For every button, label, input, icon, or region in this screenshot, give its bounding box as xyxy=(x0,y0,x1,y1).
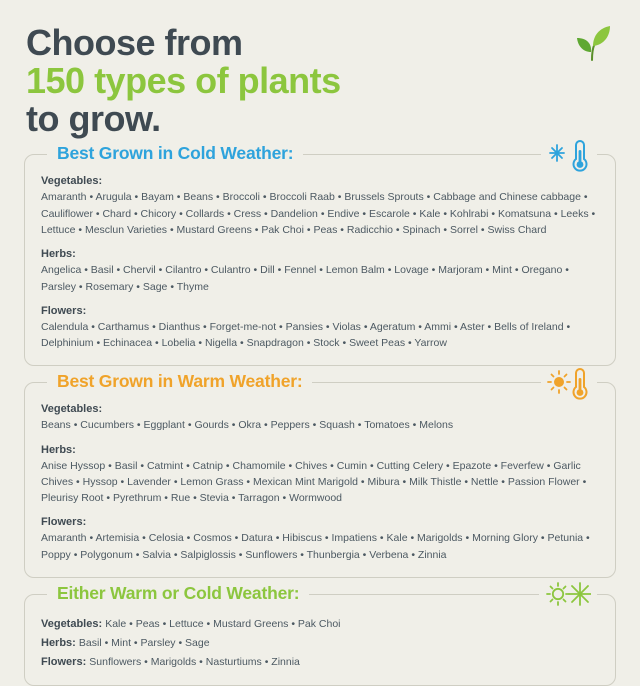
group-herbs-either xyxy=(41,634,599,653)
group-label: Vegetables: xyxy=(41,403,103,416)
group-herbs-cold xyxy=(41,248,599,295)
group-items: Anise Hyssop • Basil • Catmint • Catnip • Chamomile • Chives • Cumin • Cutting Celery • Epazote • Feverfew • Garlic Chives • Hyssop • Lavender • Lemon Grass • Mexican Mint Marigold • Mibura • Milk Thistle • Nettle • Passion Flower • Pleurisy Root • Pyrethrum • Rue • Stevia • Tarragon • Wormwood xyxy=(41,459,587,505)
page-title xyxy=(26,24,618,138)
group-items: Amaranth • Arugula • Bayam • Beans • Broccoli • Broccoli Raab • Brussels Sprouts • Cabbage and Chinese cabbage • Cauliflower • Chard • Chicory • Collards • Cress • Dandelion • Endive • Escarole • Kale • Kohlrabi • Komatsuna • Leeks • Lettuce • Mesclun Varieties • Mustard Greens • Pak Choi • Peas • Radicchio • Spinach • Sorrel • Swiss Chard xyxy=(41,191,596,236)
page-title-line1: Choose from xyxy=(26,22,243,63)
group-vegetables-either xyxy=(41,615,599,634)
leaf-logo xyxy=(572,22,612,62)
group-flowers-warm xyxy=(41,516,599,563)
group-label: Vegetables: xyxy=(41,175,103,188)
group-flowers-either xyxy=(41,653,599,672)
group-items: Basil • Mint • Parsley • Sage xyxy=(78,637,210,650)
group-items: Sunflowers • Marigolds • Nasturtiums • Zinnia xyxy=(89,656,300,669)
section-title-cold: Best Grown in Cold Weather: xyxy=(47,143,303,164)
group-label: Flowers: xyxy=(41,656,87,669)
group-items: Calendula • Carthamus • Dianthus • Forget-me-not • Pansies • Violas • Ageratum • Ammi • Aster • Bells of Ireland • Delphinium • Echinacea • Lobelia • Nigella • Snapdragon • Stock • Sweet Peas • Yarrow xyxy=(41,320,571,350)
group-items: Kale • Peas • Lettuce • Mustard Greens • Pak Choi xyxy=(105,617,341,630)
sun-thermometer-icon xyxy=(541,367,597,405)
sun-snowflake-icon xyxy=(539,579,597,613)
group-vegetables-cold xyxy=(41,175,599,238)
section-title-warm: Best Grown in Warm Weather: xyxy=(47,371,312,392)
section-title-either: Either Warm or Cold Weather: xyxy=(47,583,309,604)
page-title-line2: 150 types of plants xyxy=(26,60,341,102)
group-items: Amaranth • Artemisia • Celosia • Cosmos • Datura • Hibiscus • Impatiens • Kale • Marigolds • Morning Glory • Petunia • Poppy • Polygonum • Salvia • Salpiglossis • Sunflowers • Thunbergia • Verbena • Zinnia xyxy=(41,532,590,561)
page-title-line3: to grow. xyxy=(26,98,161,140)
section-warm-weather xyxy=(24,371,616,578)
section-cold-weather xyxy=(24,143,616,366)
group-vegetables-warm xyxy=(41,403,599,433)
group-flowers-cold xyxy=(41,305,599,352)
group-label: Herbs: xyxy=(41,443,76,456)
group-label: Vegetables: xyxy=(41,617,103,630)
group-herbs-warm xyxy=(41,444,599,507)
snowflake-thermometer-icon xyxy=(541,139,597,177)
group-items: Beans • Cucumbers • Eggplant • Gourds • Okra • Peppers • Squash • Tomatoes • Melons xyxy=(41,419,454,432)
group-label: Flowers: xyxy=(41,304,87,317)
group-label: Herbs: xyxy=(41,248,76,261)
group-label: Flowers: xyxy=(41,516,87,529)
group-label: Herbs: xyxy=(41,637,76,650)
group-items: Angelica • Basil • Chervil • Cilantro • Culantro • Dill • Fennel • Lemon Balm • Lovage • Marjoram • Mint • Oregano • Parsley • Rosemary • Sage • Thyme xyxy=(41,264,569,293)
